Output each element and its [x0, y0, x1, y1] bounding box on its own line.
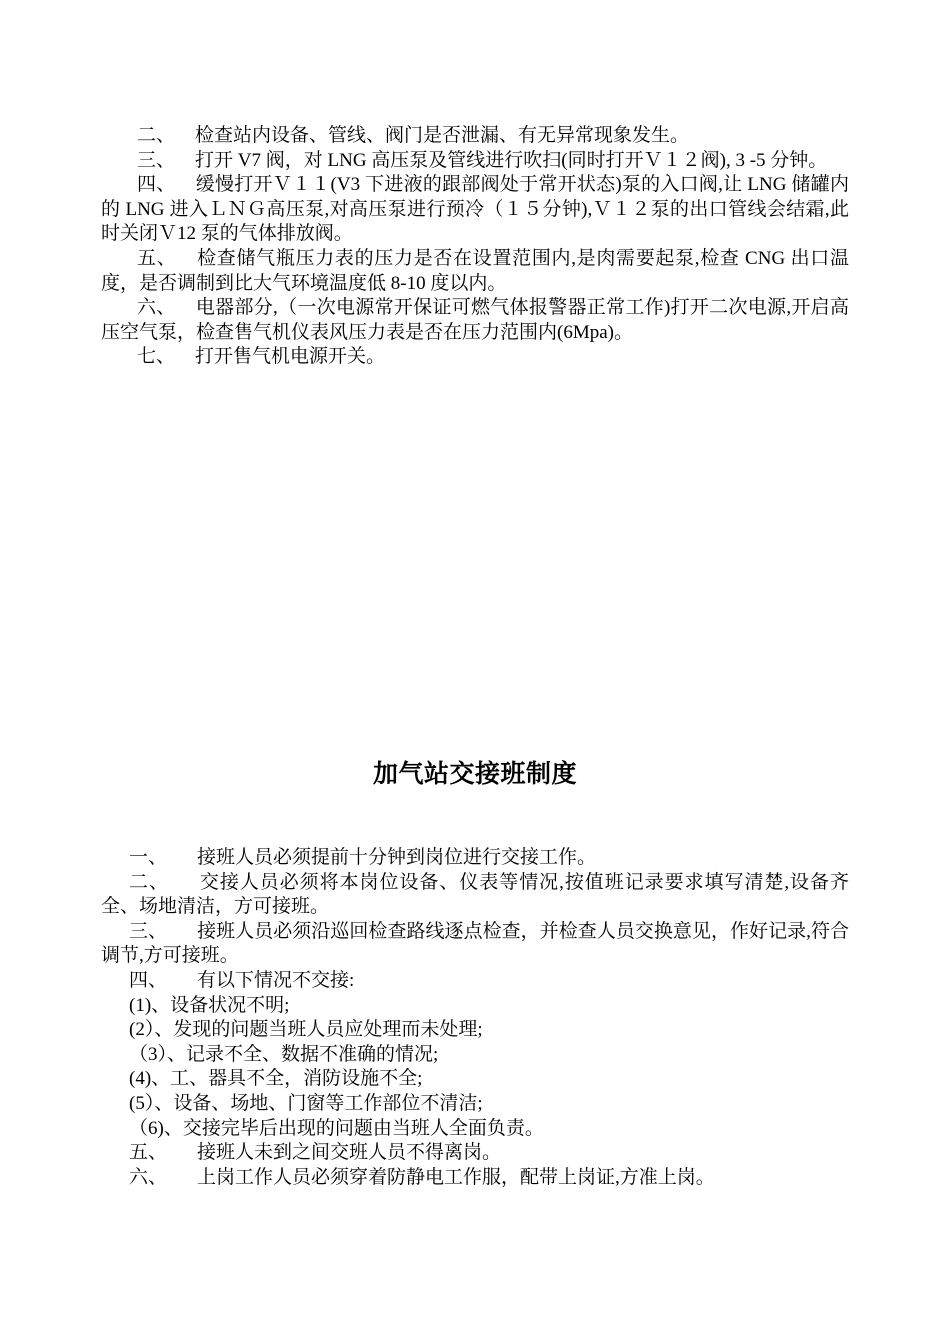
paragraph-number: 六、	[137, 297, 176, 319]
paragraph-text: 缓慢打开Ｖ１１(V3 下进液的跟部阀处于常开状态)泵的入口阀,让 LNG 储罐内的 LNG 进入ＬＮＧ高压泵,对高压泵进行预冷（１５分钟),Ｖ１２泵的出口管线会结霜,此时关闭Ｖ12 泵的气体排放阀。	[101, 174, 849, 245]
list-item: （3）、记录不全、数据不准确的情况;	[129, 1043, 439, 1065]
paragraph-text: 上岗工作人员必须穿着防静电工作服，配带上岗证,方准上岗。	[197, 1166, 715, 1188]
paragraph-rule-6	[101, 1166, 849, 1191]
paragraph-step-2	[101, 124, 849, 149]
list-item: (4)、工、器具不全，消防设施不全;	[129, 1068, 423, 1090]
page-title: 加气站交接班制度	[372, 759, 577, 788]
paragraph-step-5	[101, 247, 849, 296]
section-startup-steps	[101, 124, 849, 370]
paragraph-text: 电器部分,（一次电源常开保证可燃气体报警器正常工作)打开二次电源,开启高压空气泵，检查售气机仪表风压力表是否在压力范围内(6Mpa)。	[101, 297, 849, 343]
list-item: (1)、设备状况不明;	[129, 994, 290, 1016]
paragraph-number: 三、	[137, 149, 176, 171]
paragraph-number: 五、	[137, 247, 177, 269]
paragraph-number: 五、	[129, 1142, 168, 1164]
paragraph-step-3	[101, 149, 849, 174]
paragraph-number: 七、	[137, 346, 176, 368]
paragraph-number: 四、	[137, 174, 176, 196]
paragraph-text: 接班人员必须沿巡回检查路线逐点检查，并检查人员交换意见，作好记录,符合调节,方可接班。	[101, 920, 849, 967]
paragraph-text: 有以下情况不交接:	[197, 969, 355, 991]
paragraph-text: 打开售气机电源开关。	[195, 346, 386, 368]
paragraph-number: 二、	[129, 871, 169, 893]
paragraph-text: 交接人员必须将本岗位设备、仪表等情况,按值班记录要求填写清楚,设备齐全、场地清洁，方可接班。	[101, 871, 849, 918]
paragraph-number: 六、	[129, 1166, 168, 1188]
paragraph-text: 检查站内设备、管线、阀门是否泄漏、有无异常现象发生。	[195, 125, 690, 146]
list-item: (5）、设备、场地、门窗等工作部位不清洁;	[129, 1092, 483, 1114]
paragraph-number: 二、	[137, 125, 176, 146]
paragraph-rule-4	[101, 969, 849, 994]
paragraph-text: 打开 V7 阀，对 LNG 高压泵及管线进行吹扫(同时打开Ｖ１２阀), 3 -5 分钟。	[195, 149, 828, 171]
paragraph-rule-5	[101, 1141, 849, 1166]
paragraph-rule-3	[101, 920, 849, 969]
paragraph-step-7	[101, 345, 849, 370]
paragraph-text: 接班人员必须提前十分钟到岗位进行交接工作。	[197, 847, 597, 868]
paragraph-text: 检查储气瓶压力表的压力是否在设置范围内,是肉需要起泵,检查 CNG 出口温度，是否调制到比大气环境温度低 8-10 度以内。	[101, 247, 849, 294]
paragraph-number: 四、	[129, 969, 168, 991]
paragraph-step-4	[101, 173, 849, 247]
paragraph-step-6	[101, 296, 849, 345]
section-shift-handover	[101, 846, 849, 1190]
paragraph-rule-2	[101, 871, 849, 920]
paragraph-rule-1	[101, 846, 849, 871]
paragraph-number: 一、	[129, 847, 168, 868]
list-item: (2）、发现的问题当班人员应处理而未处理;	[129, 1019, 483, 1041]
paragraph-number: 三、	[129, 920, 168, 942]
list-item: （6)、交接完毕后出现的问题由当班人全面负责。	[129, 1117, 544, 1139]
paragraph-text: 接班人未到之间交班人员不得离岗。	[197, 1142, 502, 1164]
